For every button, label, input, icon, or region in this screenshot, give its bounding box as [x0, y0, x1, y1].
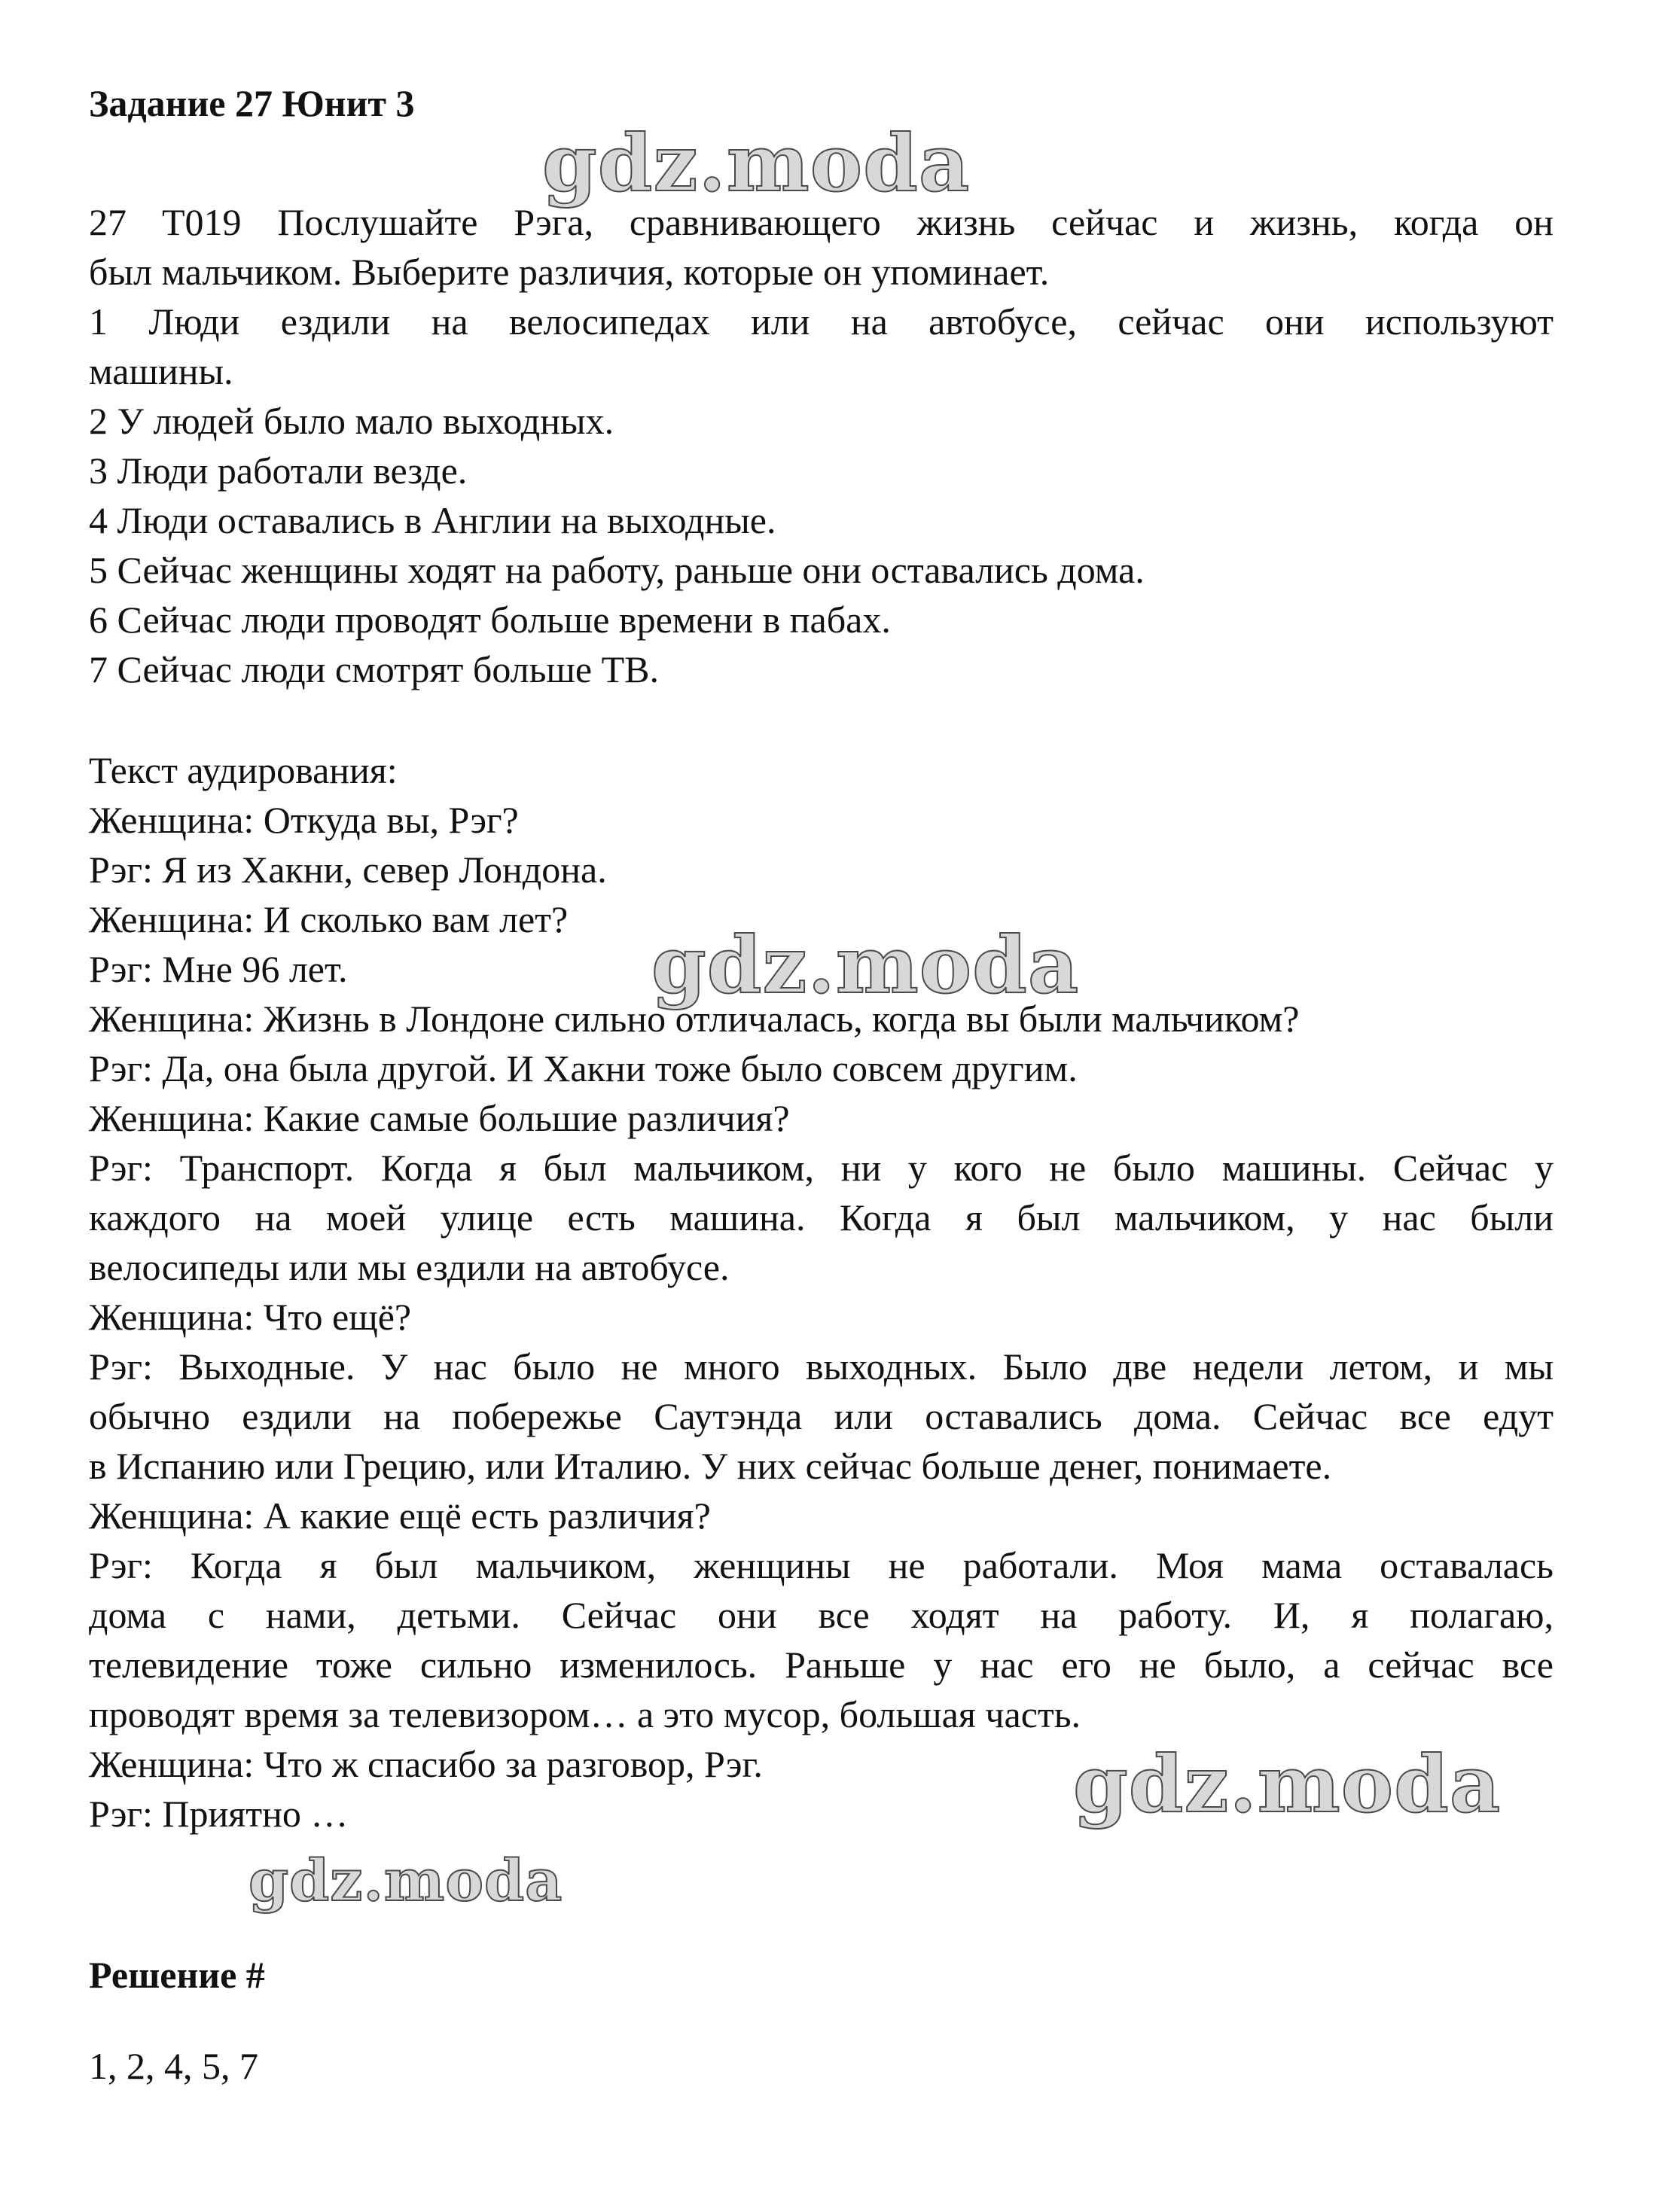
transcript-line: Рэг: Когда я был мальчиком, женщины не работали. Моя мама оставалась [89, 1544, 1554, 1586]
task-line: был мальчиком. Выберите различия, которые он упоминает. [89, 251, 1050, 293]
transcript-line: обычно ездили на побережье Саутэнда или оставались дома. Сейчас все едут [89, 1395, 1554, 1437]
transcript-line: Рэг: Приятно … [89, 1793, 349, 1835]
document-page [89, 0, 1554, 2212]
transcript-line: Рэг: Мне 96 лет. [89, 948, 348, 990]
transcript-line: Женщина: И сколько вам лет? [89, 898, 569, 940]
solution-answer: 1, 2, 4, 5, 7 [89, 2045, 258, 2087]
transcript-line: Рэг: Транспорт. Когда я был мальчиком, ни у кого не было машины. Сейчас у [89, 1147, 1554, 1189]
option-line: 2 У людей было мало выходных. [89, 400, 614, 442]
transcript-line: в Испанию или Грецию, или Италию. У них сейчас больше денег, понимаете. [89, 1445, 1332, 1487]
transcript-heading: Текст аудирования: [89, 749, 398, 791]
option-line: 7 Сейчас люди смотрят больше ТВ. [89, 648, 660, 690]
page-title: Задание 27 Юнит 3 [89, 82, 415, 124]
watermark-logo: gdz.moda [651, 919, 1080, 1011]
transcript-line: проводят время за телевизором… а это мусор, большая часть. [89, 1693, 1081, 1735]
option-line: 6 Сейчас люди проводят больше времени в пабах. [89, 599, 891, 641]
audio-transcript [89, 745, 1554, 1839]
transcript-line: Женщина: Какие самые большие различия? [89, 1097, 790, 1139]
watermark-logo: gdz.moda [249, 1847, 563, 1914]
transcript-line: каждого на моей улице есть машина. Когда я был мальчиком, у нас были [89, 1196, 1554, 1239]
transcript-line: Женщина: А какие ещё есть различия? [89, 1494, 711, 1537]
transcript-line: Женщина: Что ещё? [89, 1296, 412, 1338]
transcript-line: велосипеды или мы ездили на автобусе. [89, 1246, 730, 1288]
transcript-line: Женщина: Что ж спасибо за разговор, Рэг. [89, 1743, 763, 1785]
watermark-logo: gdz.moda [1073, 1738, 1502, 1830]
option-line: 5 Сейчас женщины ходят на работу, раньше они оставались дома. [89, 549, 1145, 591]
task-line: 27 T019 Послушайте Рэга, сравнивающего жизнь сейчас и жизнь, когда он [89, 201, 1554, 243]
transcript-line: Женщина: Жизнь в Лондоне сильно отличалась, когда вы были мальчиком? [89, 998, 1300, 1040]
transcript-line: Рэг: Я из Хакни, север Лондона. [89, 849, 607, 891]
option-line: 1 Люди ездили на велосипедах или на автобусе, сейчас они используют [89, 300, 1554, 343]
watermark-logo: gdz.moda [542, 117, 971, 209]
transcript-line: Рэг: Выходные. У нас было не много выходных. Было две недели летом, и мы [89, 1345, 1554, 1388]
solution-heading: Решение # [89, 1954, 265, 1996]
task-description [89, 197, 1554, 297]
options-list [89, 297, 1554, 694]
transcript-line: Рэг: Да, она была другой. И Хакни тоже было совсем другим. [89, 1047, 1078, 1089]
option-line: 4 Люди оставались в Англии на выходные. [89, 499, 776, 541]
transcript-line: дома с нами, детьми. Сейчас они все ходят на работу. И, я полагаю, [89, 1594, 1554, 1636]
option-line: машины. [89, 350, 233, 392]
option-line: 3 Люди работали везде. [89, 449, 468, 492]
transcript-line: телевидение тоже сильно изменилось. Раньше у нас его не было, а сейчас все [89, 1644, 1554, 1686]
transcript-line: Женщина: Откуда вы, Рэг? [89, 799, 519, 841]
